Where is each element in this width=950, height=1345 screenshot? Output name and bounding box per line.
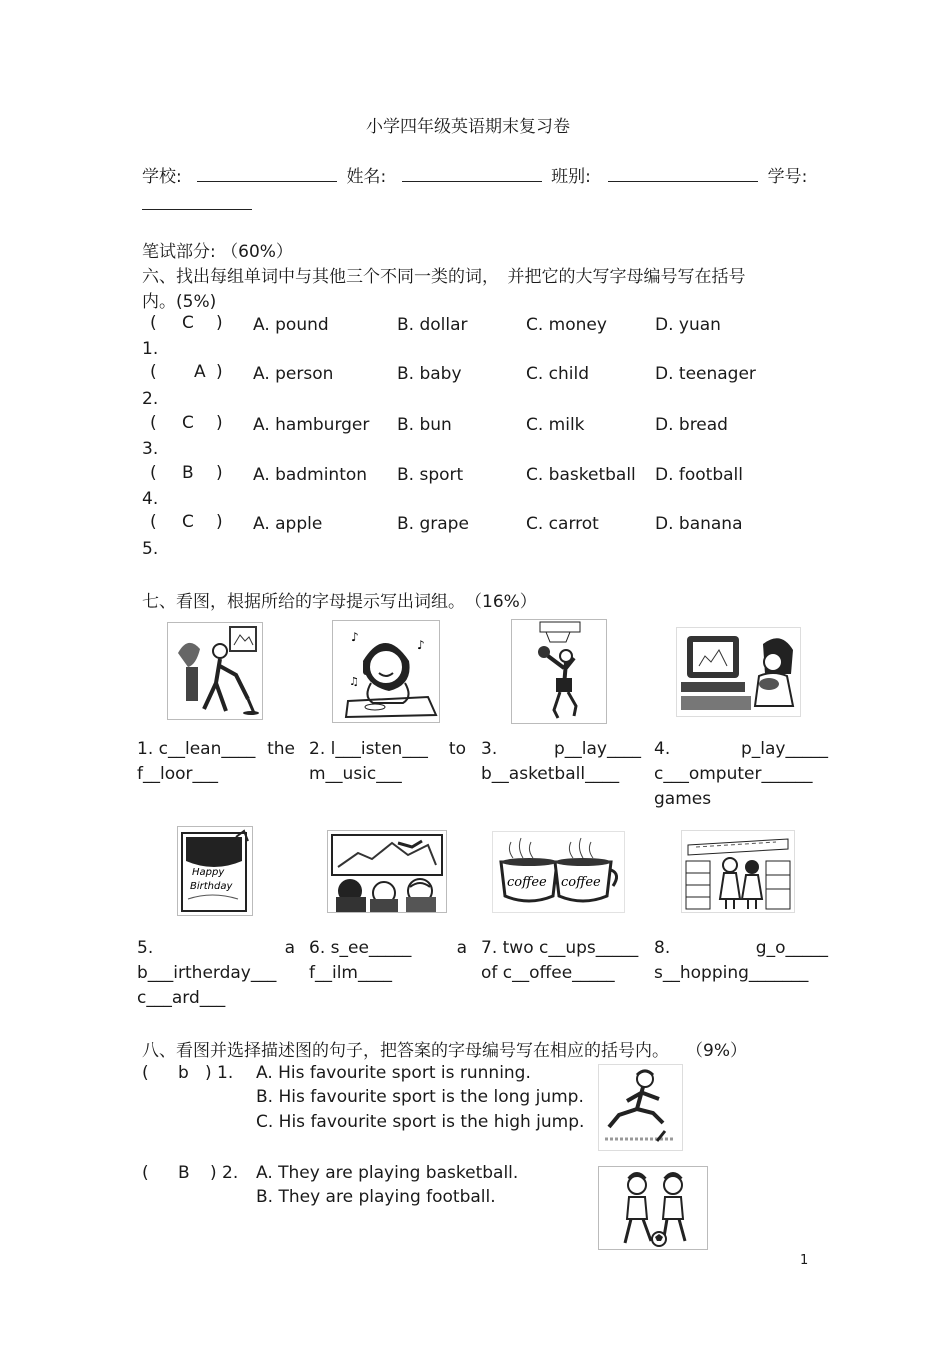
- item8-line2: s__hopping_______: [654, 963, 809, 983]
- svg-text:♪: ♪: [351, 630, 359, 644]
- answer-paren: ): [216, 512, 223, 532]
- option-d: D. bread: [655, 415, 728, 435]
- row-number: 5.: [142, 539, 159, 559]
- option-b: B. grape: [397, 514, 469, 534]
- number-blank[interactable]: [142, 193, 252, 210]
- option-c: C. milk: [526, 415, 585, 435]
- item6-line1: 6. s_ee_____: [309, 938, 412, 958]
- page-title: 小学四年级英语期末复习卷: [366, 117, 570, 137]
- section7-heading: 七、看图，根据所给的字母提示写出词组。 （16%）: [142, 592, 537, 612]
- option-a: A. badminton: [253, 465, 368, 485]
- written-part-label: 笔试部分: （60%）: [142, 242, 293, 262]
- birthday-card-picture: [177, 826, 253, 916]
- answer-paren: (: [150, 413, 157, 433]
- page-number: 1: [800, 1253, 809, 1268]
- item4-caption: [654, 737, 828, 812]
- answer-paren: (: [150, 362, 157, 382]
- option-d: D. banana: [655, 514, 743, 534]
- item7-line1: 7. two c__ups_____: [481, 938, 639, 958]
- option-c: C. basketball: [526, 465, 636, 485]
- q1-option-b: B. His favourite sport is the long jump.: [256, 1087, 584, 1107]
- item3-line1: 3.: [481, 739, 498, 759]
- item2-line1-end: to: [448, 739, 466, 759]
- item4-line1-end: p_lay_____: [741, 739, 828, 759]
- school-blank[interactable]: [197, 165, 337, 182]
- option-a: A. person: [253, 364, 334, 384]
- card-text-happy: Happy: [192, 867, 225, 878]
- answer-paren: (: [150, 313, 157, 333]
- row-number: 4.: [142, 489, 159, 509]
- cup2-text: coffee: [561, 875, 601, 890]
- item4-line1: 4.: [654, 739, 671, 759]
- section8-heading: 八、看图并选择描述图的句子，把答案的字母编号写在相应的括号内。 （9%）: [142, 1041, 747, 1061]
- svg-text:♪: ♪: [417, 638, 425, 652]
- q2-answer: B: [178, 1163, 190, 1183]
- item8-caption: [654, 936, 828, 986]
- item4-line3: games: [654, 789, 712, 809]
- class-label: 班别:: [551, 167, 591, 187]
- option-d: D. football: [655, 465, 744, 485]
- item2-line1: 2. l___isten___: [309, 739, 428, 759]
- item1-line1-end: the: [267, 739, 295, 759]
- item3-line1-end: p__lay____: [554, 739, 641, 759]
- row-number: 1.: [142, 339, 159, 359]
- item6-line2: f__ilm____: [309, 963, 392, 983]
- number-label: 学号:: [767, 167, 808, 187]
- svg-text:♫: ♫: [349, 675, 359, 688]
- header-info: [142, 162, 807, 187]
- answer-letter: C: [182, 413, 194, 433]
- item5-line1: 5.: [137, 938, 154, 958]
- school-label: 学校:: [142, 167, 182, 187]
- option-c: C. carrot: [526, 514, 599, 534]
- q1-open-paren: (: [142, 1063, 149, 1083]
- option-b: B. baby: [397, 364, 462, 384]
- option-c: C. child: [526, 364, 590, 384]
- answer-letter: C: [182, 313, 194, 333]
- item3-caption: [481, 737, 641, 787]
- name-label: 姓名:: [346, 167, 387, 187]
- answer-paren: (: [150, 463, 157, 483]
- section6-heading-cont: 内。(5%): [142, 292, 217, 312]
- option-c: C. money: [526, 315, 607, 335]
- item6-line1-end: a: [456, 938, 467, 958]
- two-cups-of-coffee-picture: [492, 831, 625, 913]
- item3-line2: b__asketball____: [481, 764, 620, 784]
- answer-letter: B: [182, 463, 194, 483]
- option-a: A. hamburger: [253, 415, 370, 435]
- item1-caption: [137, 737, 295, 787]
- q2-option-b: B. They are playing football.: [256, 1187, 496, 1207]
- cup1-text: coffee: [507, 875, 547, 890]
- option-b: B. dollar: [397, 315, 468, 335]
- item1-line2: f__loor___: [137, 764, 218, 784]
- q1-close-num: ) 1.: [205, 1063, 234, 1083]
- listening-music-picture: [332, 620, 440, 723]
- item8-line1: 8.: [654, 938, 671, 958]
- playing-basketball-picture: [511, 619, 607, 724]
- item4-line2: c___omputer______: [654, 764, 813, 784]
- item6-caption: [309, 936, 467, 986]
- item7-caption: [481, 936, 643, 986]
- row-number: 2.: [142, 389, 159, 409]
- answer-paren: ): [216, 463, 223, 483]
- long-jump-picture: [598, 1064, 683, 1151]
- section6-heading: 六、找出每组单词中与其他三个不同一类的词， 并把它的大写字母编号写在括号: [142, 267, 746, 287]
- item5-caption: [137, 936, 295, 1011]
- cleaning-floor-picture: [167, 622, 263, 720]
- watching-film-picture: [327, 830, 447, 913]
- option-b: B. bun: [397, 415, 452, 435]
- answer-paren: (: [150, 512, 157, 532]
- q1-option-a: A. His favourite sport is running.: [256, 1063, 531, 1083]
- item5-line2: b___irtherday___: [137, 963, 277, 983]
- answer-paren: ): [216, 413, 223, 433]
- card-text-birthday: Birthday: [190, 881, 233, 892]
- option-a: A. apple: [253, 514, 323, 534]
- item5-line1-end: a: [284, 938, 295, 958]
- answer-paren: ): [216, 362, 223, 382]
- name-blank[interactable]: [402, 165, 542, 182]
- item5-line3: c___ard___: [137, 988, 226, 1008]
- option-d: D. teenager: [655, 364, 756, 384]
- playing-football-picture: [598, 1166, 708, 1250]
- item8-line1-end: g_o_____: [755, 938, 828, 958]
- answer-paren: ): [216, 313, 223, 333]
- q2-open-paren: (: [142, 1163, 149, 1183]
- q2-close-num: ) 2.: [210, 1163, 239, 1183]
- row-number: 3.: [142, 439, 159, 459]
- item2-caption: [309, 737, 466, 787]
- option-d: D. yuan: [655, 315, 721, 335]
- class-blank[interactable]: [608, 165, 758, 182]
- item1-line1: 1. c__lean____: [137, 739, 256, 759]
- q2-option-a: A. They are playing basketball.: [256, 1163, 519, 1183]
- item7-line2: of c__offee_____: [481, 963, 615, 983]
- go-shopping-picture: [681, 830, 795, 913]
- playing-computer-games-picture: [676, 627, 801, 717]
- q1-option-c: C. His favourite sport is the high jump.: [256, 1112, 585, 1132]
- option-b: B. sport: [397, 465, 464, 485]
- item2-line2: m__usic___: [309, 764, 402, 784]
- option-a: A. pound: [253, 315, 329, 335]
- q1-answer: b: [178, 1063, 189, 1083]
- answer-letter: C: [182, 512, 194, 532]
- answer-letter: A: [194, 362, 206, 382]
